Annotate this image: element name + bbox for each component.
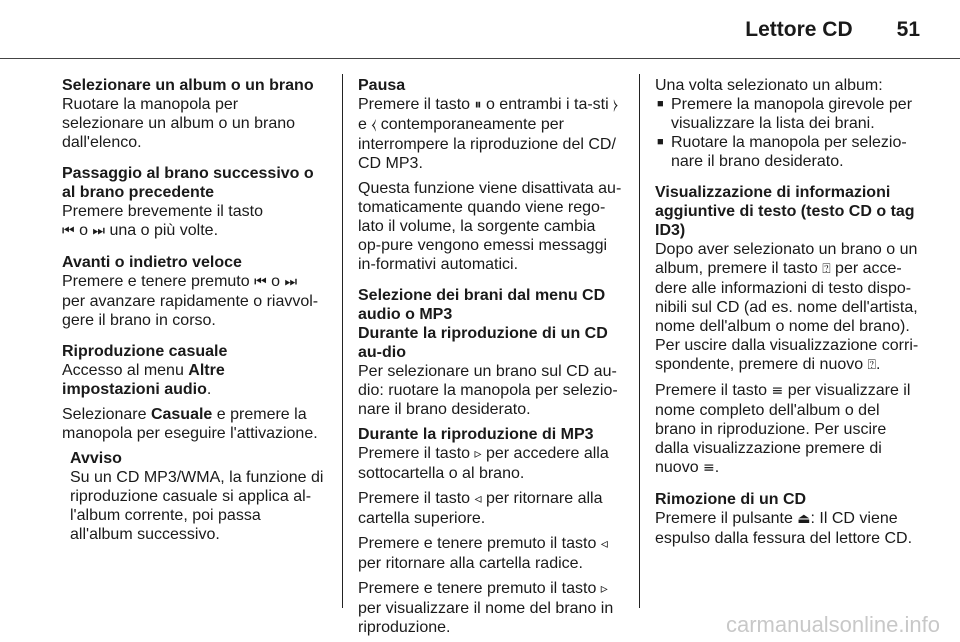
text-icon: ≡ [703, 460, 715, 476]
heading-mp3: Durante la riproduzione di MP3 [358, 426, 594, 443]
heading-select-album: Selezionare un album o un brano [62, 77, 314, 94]
para-album-selected: Una volta selezionato un album: [655, 77, 883, 94]
para-select-album: Ruotare la manopola per selezionare un album o un brano dall'elenco. [62, 96, 296, 151]
para-next-prev: Premere brevemente il tasto ⏮ o ⏭ una o più volte. [62, 203, 263, 239]
para-mp3-root: Premere e tenere premuto il tasto ◃ per ritornare alla cartella radice. [358, 535, 608, 572]
para-shuffle-menu: Accesso al menu Altre impostazioni audio. [62, 362, 225, 398]
para-fast-forward: Premere e tenere premuto ⏮ o ⏭ per avanzare rapidamente o riavvol-gere il brano in corso. [62, 273, 319, 329]
heading-eject: Rimozione di un CD [655, 491, 807, 508]
info-icon: ⍰ [867, 357, 876, 373]
folder-next-icon: ▹ [474, 446, 482, 462]
column-1 [62, 76, 324, 544]
heading-audio-cd: Durante la riproduzione di un CD au-dio [358, 325, 608, 361]
para-shuffle-select: Selezionare Casuale e premere la manopola per eseguire l'attivazione. [62, 406, 318, 442]
bullet-list [655, 95, 923, 171]
prev-track-icon: ⏮ [254, 274, 267, 290]
pause-icon: ⏸︎ [474, 97, 482, 113]
eject-icon: ⏏ [797, 511, 811, 527]
volume-down-icon: ⧼ [371, 117, 377, 133]
column-2 [358, 76, 623, 637]
note-heading: Avviso [70, 450, 122, 467]
next-track-icon: ⏭ [284, 274, 298, 290]
folder-next-icon: ▹ [600, 581, 608, 597]
heading-fast-forward: Avanti o indietro veloce [62, 254, 242, 271]
para-mp3-name: Premere e tenere premuto il tasto ▹ per visualizzare il nome del brano in riproduzione. [358, 580, 614, 636]
column-divider-1 [342, 74, 343, 608]
header-divider [0, 58, 960, 59]
para-eject: Premere il pulsante ⏏: Il CD viene espulso dalla fessura del lettore CD. [655, 510, 913, 547]
para-mp3-up: Premere il tasto ◃ per ritornare alla cartella superiore. [358, 490, 603, 527]
note-box [70, 449, 324, 544]
list-item: ■ Premere la manopola girevole per visualizzare la lista dei brani. [655, 95, 923, 133]
info-icon: ⍰ [822, 261, 831, 277]
column-divider-2 [639, 74, 640, 608]
para-mp3-sub: Premere il tasto ▹ per accedere alla sottocartella o al brano. [358, 445, 609, 482]
list-item: ■ Ruotare la manopola per selezio-nare il brano desiderato. [655, 133, 923, 171]
para-pause: Premere il tasto ⏸︎ o entrambi i ta-sti ⧽ e ⧼ contemporaneamente per interrompere la riproduzione del CD/ CD MP3. [358, 96, 619, 172]
heading-text-info: Visualizzazione di informazioni aggiuntive di testo (testo CD o tag ID3) [655, 184, 915, 239]
next-track-icon: ⏭ [92, 223, 106, 239]
heading-next-prev: Passaggio al brano successivo o al brano precedente [62, 165, 314, 201]
folder-prev-icon: ◃ [600, 536, 608, 552]
column-3 [655, 76, 923, 548]
volume-up-icon: ⧽ [613, 97, 619, 113]
page-title: Lettore CD [745, 18, 853, 41]
para-text-info: Dopo aver selezionato un brano o un album, premere il tasto ⍰ per acce-dere alle informazioni di testo dispo-nibili sul CD (ad es. nome dell'artista, nome dell'album o nome del brano). Per uscire dalla visualizzazione corri-spondente, premere di nuovo ⍰. [655, 241, 919, 373]
para-full-name: Premere il tasto ≡ per visualizzare il nome completo dell'album o del brano in riproduzione. Per uscire dalla visualizzazione premere di nuovo ≡. [655, 382, 911, 476]
para-audio-cd: Per selezionare un brano sul CD au-dio: ruotare la manopola per selezio-nare il brano desiderato. [358, 363, 618, 418]
heading-track-menu: Selezione dei brani dal menu CD audio o MP3 [358, 287, 606, 323]
para-auto-deactivate: Questa funzione viene disattivata au-tomaticamente quando viene rego-lato il volume, la sorgente cambia op-pure vengono emessi messaggi in-formativi automatici. [358, 180, 622, 273]
watermark: carmanualsonline.info [725, 612, 940, 637]
note-text: Su un CD MP3/WMA, la funzione di riproduzione casuale si applica al-l'album corrente, poi passa all'album successivo. [70, 469, 324, 543]
page-header [745, 18, 920, 48]
heading-shuffle: Riproduzione casuale [62, 343, 228, 360]
text-icon: ≡ [771, 383, 784, 399]
page-number: 51 [896, 18, 920, 41]
folder-prev-icon: ◃ [474, 491, 482, 507]
heading-pause: Pausa [358, 77, 406, 94]
prev-track-icon: ⏮ [62, 223, 75, 239]
